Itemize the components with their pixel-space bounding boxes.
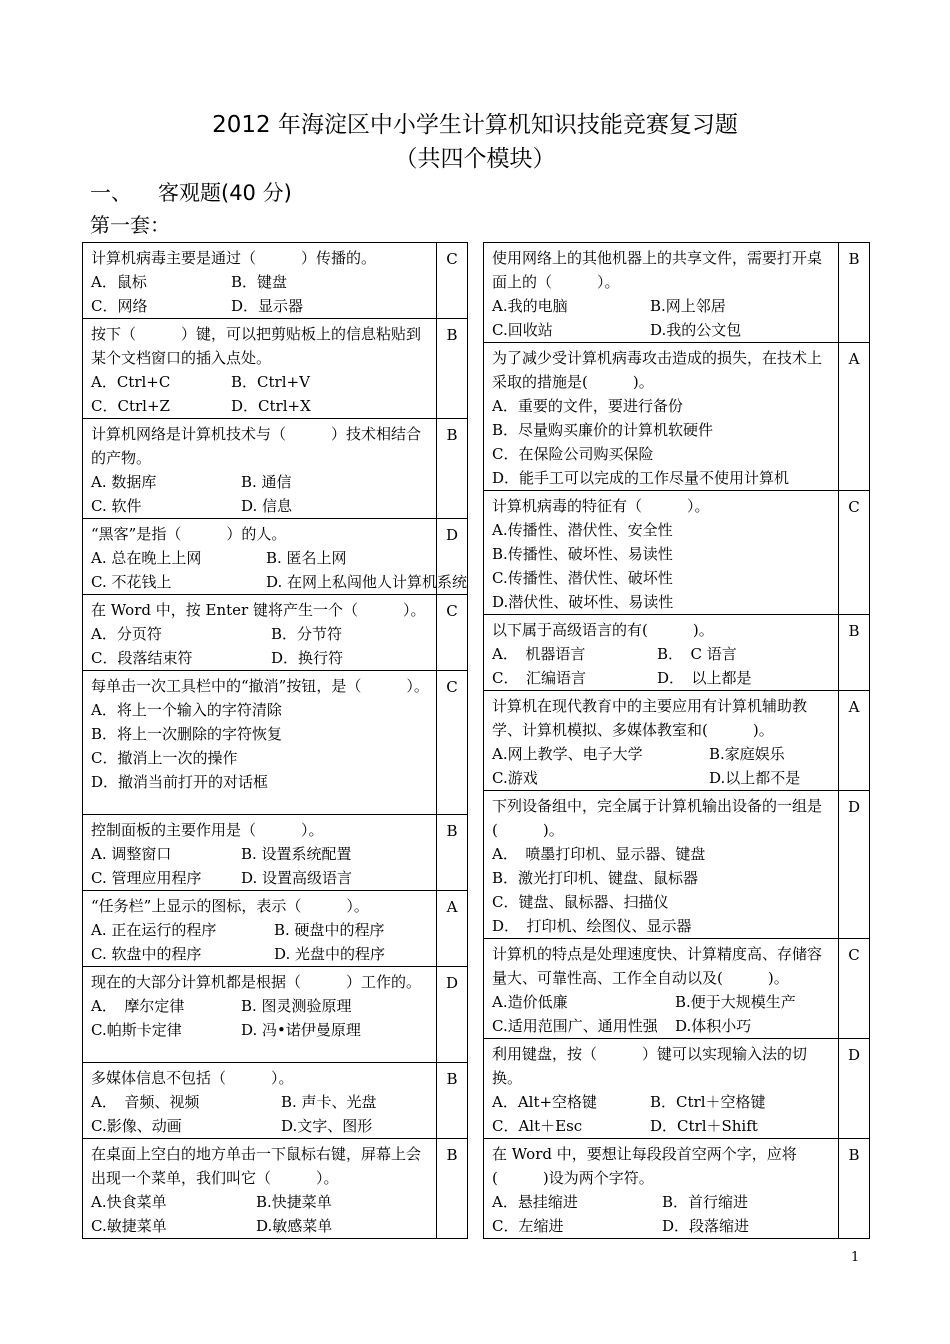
option-b: B. 通信 xyxy=(241,473,292,491)
options-line xyxy=(492,1214,832,1238)
option-line: D． 打印机、绘图仪、显示器 xyxy=(492,917,692,935)
question-stem: 为了减少受计算机病毒攻击造成的损失，在技术上采取的措施是( )。 xyxy=(492,349,823,391)
options-line xyxy=(91,866,430,890)
options-line xyxy=(91,842,430,866)
question-stem: 按下（ ）键，可以把剪贴板上的信息粘贴到某个文档窗口的插入点处。 xyxy=(91,325,422,367)
option-b: B．键盘 xyxy=(231,273,288,291)
option-c: C.帕斯卡定律 xyxy=(91,1021,182,1039)
option-line: C．在保险公司购买保险 xyxy=(492,445,654,463)
option-d: D．换行符 xyxy=(271,649,344,667)
section-title: 客观题(40 分) xyxy=(158,181,292,205)
options-line xyxy=(91,1214,430,1238)
option-line: B．尽量购买廉价的计算机软硬件 xyxy=(492,421,714,439)
option-d: D.我的公文包 xyxy=(650,321,742,339)
question-stem: 计算机的特点是处理速度快、计算精度高、存储容量大、可靠性高、工作全自动以及( )。 xyxy=(492,945,823,987)
question-row xyxy=(484,939,870,1039)
option-a: A．Alt+空格键 xyxy=(492,1093,598,1111)
answer-cell: D xyxy=(839,1039,870,1139)
option-a: A.快食菜单 xyxy=(91,1193,167,1211)
options-line xyxy=(492,990,832,1014)
question-stem: 每单击一次工具栏中的“撤消”按钮，是（ ）。 xyxy=(91,677,429,695)
section-number: 一、 xyxy=(90,181,132,205)
question-stem: 在 Word 中，按 Enter 键将产生一个（ ）。 xyxy=(91,601,426,619)
option-d: D．段落缩进 xyxy=(662,1217,750,1235)
option-a: A．悬挂缩进 xyxy=(492,1193,578,1211)
answer-cell: C xyxy=(437,671,468,815)
answer-cell: B xyxy=(437,319,468,419)
option-c: C. 不花钱上 xyxy=(91,573,172,591)
answer-cell: A xyxy=(839,343,870,491)
options-line xyxy=(492,1190,832,1214)
question-row xyxy=(83,671,468,815)
options-line xyxy=(91,994,430,1018)
options-line xyxy=(91,1114,430,1138)
options-line xyxy=(91,918,430,942)
question-stem: 以下属于高级语言的有( )。 xyxy=(492,621,714,639)
option-line: D．能手工可以完成的工作尽量不使用计算机 xyxy=(492,469,790,487)
answer-cell: D xyxy=(437,967,468,1063)
options-line xyxy=(91,646,430,670)
question-stem: “任务栏”上显示的图标，表示（ ）。 xyxy=(91,897,369,915)
option-b: B. 设置系统配置 xyxy=(241,845,352,863)
option-line: C．键盘、鼠标器、扫描仪 xyxy=(492,893,669,911)
option-c: C．段落结束符 xyxy=(91,649,193,667)
option-line: D．撤消当前打开的对话框 xyxy=(91,773,269,791)
options-line xyxy=(91,270,430,294)
option-b: B． C 语言 xyxy=(657,645,737,663)
option-b: B. 图灵测验原理 xyxy=(241,997,352,1015)
options-line xyxy=(91,942,430,966)
right-question-table xyxy=(483,242,870,1239)
question-cell xyxy=(484,1039,839,1139)
question-row xyxy=(484,1039,870,1139)
question-row xyxy=(83,519,468,595)
option-a: A.我的电脑 xyxy=(492,297,568,315)
option-b: B.快捷菜单 xyxy=(256,1193,332,1211)
option-a: A．分页符 xyxy=(91,625,162,643)
option-a: A. 总在晚上上网 xyxy=(91,549,202,567)
option-c: C. 管理应用程序 xyxy=(91,869,202,887)
answer-cell: C xyxy=(437,243,468,319)
question-cell xyxy=(484,491,839,615)
option-c: C.影像、动画 xyxy=(91,1117,182,1135)
option-b: B．Ctrl+V xyxy=(231,373,310,391)
question-stem: 计算机病毒主要是通过（ ）传播的。 xyxy=(91,249,377,267)
options-line xyxy=(492,294,832,318)
answer-cell: A xyxy=(437,891,468,967)
option-d: D.文字、图形 xyxy=(281,1117,373,1135)
option-b: B.便于大规模生产 xyxy=(675,993,796,1011)
answer-cell: A xyxy=(839,691,870,791)
question-row xyxy=(484,491,870,615)
answer-cell: B xyxy=(437,815,468,891)
option-c: C.适用范围广、通用性强 xyxy=(492,1017,658,1035)
option-a: A. 正在运行的程序 xyxy=(91,921,217,939)
options-line xyxy=(492,666,832,690)
option-a: A. 数据库 xyxy=(91,473,157,491)
option-d: D. 在网上私闯他人计算机系统 xyxy=(266,573,468,591)
option-a: A． 机器语言 xyxy=(492,645,586,663)
option-line: B．激光打印机、键盘、鼠标器 xyxy=(492,869,699,887)
question-row xyxy=(83,891,468,967)
question-stem: 下列设备组中，完全属于计算机输出设备的一组是( )。 xyxy=(492,797,823,839)
option-d: D. 冯•诺伊曼原理 xyxy=(241,1021,361,1039)
question-cell xyxy=(83,243,437,319)
option-line: A.传播性、潜伏性、安全性 xyxy=(492,521,673,539)
question-row xyxy=(484,791,870,939)
document-subtitle: （共四个模块） xyxy=(394,146,556,172)
option-a: A． 摩尔定律 xyxy=(91,997,185,1015)
option-line: D.潜伏性、破坏性、易读性 xyxy=(492,593,674,611)
question-stem: 现在的大部分计算机都是根据（ ）工作的。 xyxy=(91,973,422,991)
option-d: D. 信息 xyxy=(241,497,293,515)
option-c: C．Ctrl+Z xyxy=(91,397,170,415)
option-line: A．重要的文件，要进行备份 xyxy=(492,397,683,415)
question-row xyxy=(484,1139,870,1239)
question-cell xyxy=(83,1063,437,1139)
answer-cell: B xyxy=(437,419,468,519)
options-line xyxy=(91,570,468,594)
option-a: A. 调整窗口 xyxy=(91,845,172,863)
options-line xyxy=(91,1190,430,1214)
question-row xyxy=(83,815,468,891)
options-line xyxy=(492,642,832,666)
option-c: C.回收站 xyxy=(492,321,553,339)
question-stem: 控制面板的主要作用是（ ）。 xyxy=(91,821,324,839)
question-stem: 使用网络上的其他机器上的共享文件，需要打开桌面上的（ ）。 xyxy=(492,249,823,291)
question-row xyxy=(484,243,870,343)
question-row xyxy=(83,595,468,671)
option-c: C．Alt＋Esc xyxy=(492,1117,583,1135)
question-stem: “黑客”是指（ ）的人。 xyxy=(91,525,287,543)
option-a: A.网上教学、电子大学 xyxy=(492,745,643,763)
answer-cell: C xyxy=(839,939,870,1039)
options-line xyxy=(492,1114,832,1138)
option-d: D． 以上都是 xyxy=(657,669,752,687)
options-line xyxy=(91,546,430,570)
options-line xyxy=(492,318,832,342)
option-c: C． 汇编语言 xyxy=(492,669,586,687)
option-line: B.传播性、破坏性、易读性 xyxy=(492,545,673,563)
left-question-table xyxy=(82,242,468,1239)
question-stem: 在桌面上空白的地方单击一下鼠标右键，屏幕上会出现一个菜单，我们叫它（ ）。 xyxy=(91,1145,422,1187)
answer-cell: B xyxy=(839,243,870,343)
option-b: B．首行缩进 xyxy=(662,1193,749,1211)
options-line xyxy=(492,1090,832,1114)
question-cell xyxy=(484,243,839,343)
option-c: C．网络 xyxy=(91,297,148,315)
question-cell xyxy=(484,939,839,1039)
question-cell xyxy=(484,791,839,939)
option-a: A． 音频、视频 xyxy=(91,1093,200,1111)
options-line xyxy=(91,1090,430,1114)
question-row xyxy=(83,319,468,419)
option-d: D. 设置高级语言 xyxy=(241,869,353,887)
answer-cell: B xyxy=(839,615,870,691)
option-b: B. 声卡、光盘 xyxy=(281,1093,377,1111)
options-line xyxy=(91,1018,430,1042)
option-c: C. 软盘中的程序 xyxy=(91,945,202,963)
question-stem: 计算机病毒的特征有（ ）。 xyxy=(492,497,710,515)
option-c: C.游戏 xyxy=(492,769,538,787)
page-number: 1 xyxy=(851,1250,860,1265)
question-cell xyxy=(83,967,437,1063)
question-row xyxy=(83,419,468,519)
question-cell xyxy=(83,671,437,815)
option-line: A． 喷墨打印机、显示器、键盘 xyxy=(492,845,706,863)
option-c: C. 软件 xyxy=(91,497,142,515)
option-d: D.体积小巧 xyxy=(675,1017,752,1035)
answer-cell: B xyxy=(437,1139,468,1239)
options-line xyxy=(91,494,430,518)
question-row xyxy=(83,243,468,319)
option-d: D.以上都不是 xyxy=(709,769,801,787)
options-line xyxy=(91,394,430,418)
question-stem: 利用键盘，按（ ）键可以实现输入法的切换。 xyxy=(492,1045,808,1087)
question-stem: 计算机网络是计算机技术与（ ）技术相结合的产物。 xyxy=(91,425,422,467)
option-line: C．撤消上一次的操作 xyxy=(91,749,238,767)
option-b: B．Ctrl＋空格键 xyxy=(650,1093,766,1111)
option-c: C.敏捷菜单 xyxy=(91,1217,167,1235)
options-line xyxy=(91,294,430,318)
options-line xyxy=(91,370,430,394)
option-b: B.网上邻居 xyxy=(650,297,726,315)
option-b: B. 硬盘中的程序 xyxy=(274,921,385,939)
answer-cell: B xyxy=(437,1063,468,1139)
question-cell xyxy=(83,595,437,671)
question-cell xyxy=(484,691,839,791)
question-cell xyxy=(484,1139,839,1239)
document-title: 2012 年海淀区中小学生计算机知识技能竞赛复习题 xyxy=(212,112,738,138)
subsection-heading: 第一套： xyxy=(90,213,170,237)
question-stem: 多媒体信息不包括（ ）。 xyxy=(91,1069,294,1087)
question-cell xyxy=(83,815,437,891)
option-b: B.家庭娱乐 xyxy=(709,745,785,763)
option-a: A．鼠标 xyxy=(91,273,147,291)
answer-cell: D xyxy=(437,519,468,595)
question-stem: 在 Word 中，要想让每段段首空两个字，应将( )设为两个字符。 xyxy=(492,1145,797,1187)
options-line xyxy=(91,470,430,494)
options-line xyxy=(492,742,832,766)
option-a: A．Ctrl+C xyxy=(91,373,171,391)
option-d: D．显示器 xyxy=(231,297,304,315)
option-d: D. 光盘中的程序 xyxy=(274,945,386,963)
question-row xyxy=(484,343,870,491)
question-cell xyxy=(83,319,437,419)
answer-cell: C xyxy=(839,491,870,615)
option-line: A．将上一个输入的字符清除 xyxy=(91,701,282,719)
options-line xyxy=(492,1014,832,1038)
options-line xyxy=(492,766,832,790)
question-cell xyxy=(83,419,437,519)
question-row xyxy=(484,691,870,791)
question-cell xyxy=(83,891,437,967)
answer-cell: C xyxy=(437,595,468,671)
options-line xyxy=(91,622,430,646)
option-b: B．分节符 xyxy=(271,625,343,643)
option-line: C.传播性、潜伏性、破坏性 xyxy=(492,569,673,587)
question-row xyxy=(83,1063,468,1139)
question-cell xyxy=(83,519,468,595)
question-cell xyxy=(83,1139,437,1239)
question-stem: 计算机在现代教育中的主要应用有计算机辅助教学、计算机模拟、多媒体教室和( )。 xyxy=(492,697,808,739)
answer-cell: D xyxy=(839,791,870,939)
question-cell xyxy=(484,343,839,491)
question-row xyxy=(484,615,870,691)
question-row xyxy=(83,1139,468,1239)
option-d: D．Ctrl＋Shift xyxy=(650,1117,758,1135)
section-heading xyxy=(90,178,292,208)
question-cell xyxy=(484,615,839,691)
option-b: B. 匿名上网 xyxy=(266,549,347,567)
option-d: D.敏感菜单 xyxy=(256,1217,333,1235)
option-d: D．Ctrl+X xyxy=(231,397,311,415)
answer-cell: B xyxy=(839,1139,870,1239)
option-c: C．左缩进 xyxy=(492,1217,564,1235)
question-row xyxy=(83,967,468,1063)
option-a: A.造价低廉 xyxy=(492,993,568,1011)
option-line: B．将上一次删除的字符恢复 xyxy=(91,725,283,743)
